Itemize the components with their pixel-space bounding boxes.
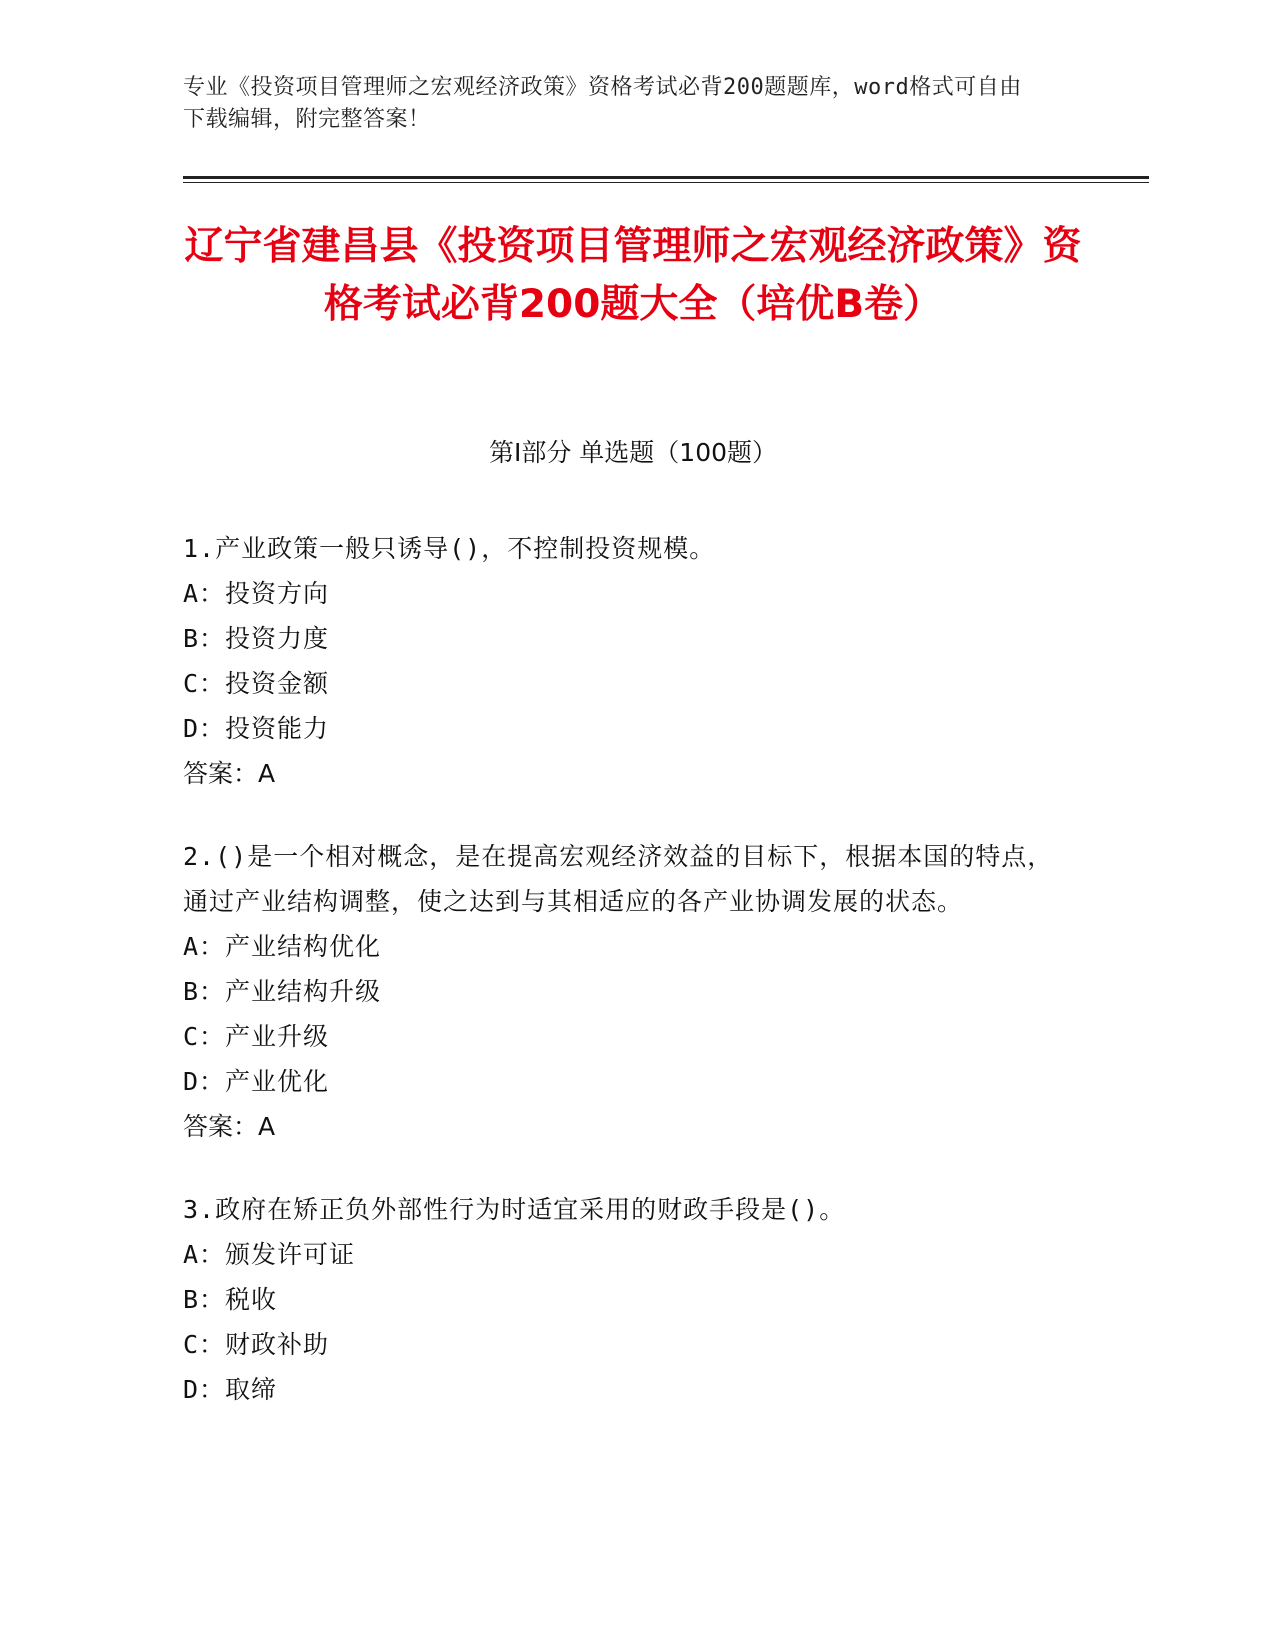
section-heading: 第Ⅰ部分 单选题（100题）	[488, 438, 778, 467]
option-c: C：财政补助	[183, 1330, 330, 1359]
option-b: B：投资力度	[183, 624, 330, 653]
question-1	[183, 526, 1063, 796]
question-stem: 2.()是一个相对概念，是在提高宏观经济效益的目标下，根据本国的特点，通过产业结构调整，使之达到与其相适应的各产业协调发展的状态。	[183, 842, 1054, 916]
option-a: A：产业结构优化	[183, 932, 382, 961]
option-d: D：产业优化	[183, 1067, 330, 1096]
option-d: D：投资能力	[183, 714, 330, 743]
option-b: B：税收	[183, 1285, 278, 1314]
header-rule-thin	[183, 182, 1149, 183]
question-3	[183, 1187, 1063, 1412]
question-2	[183, 834, 1063, 1149]
header-rule-thick	[183, 176, 1149, 179]
option-a: A：颁发许可证	[183, 1240, 356, 1269]
option-c: C：投资金额	[183, 669, 330, 698]
option-c: C：产业升级	[183, 1022, 330, 1051]
option-d: D：取缔	[183, 1375, 278, 1404]
question-stem: 1.产业政策一般只诱导()，不控制投资规模。	[183, 534, 716, 563]
header-note: 专业《投资项目管理师之宏观经济政策》资格考试必背200题题库，word格式可自由下载编辑，附完整答案！	[183, 75, 1022, 132]
question-stem: 3.政府在矫正负外部性行为时适宜采用的财政手段是()。	[183, 1195, 846, 1224]
answer: 答案：A	[183, 759, 276, 788]
option-b: B：产业结构升级	[183, 977, 382, 1006]
question-list	[183, 526, 1063, 1450]
option-a: A：投资方向	[183, 579, 330, 608]
answer: 答案：A	[183, 1112, 276, 1141]
document-title: 辽宁省建昌县《投资项目管理师之宏观经济政策》资格考试必背200题大全（培优B卷）	[184, 224, 1082, 327]
